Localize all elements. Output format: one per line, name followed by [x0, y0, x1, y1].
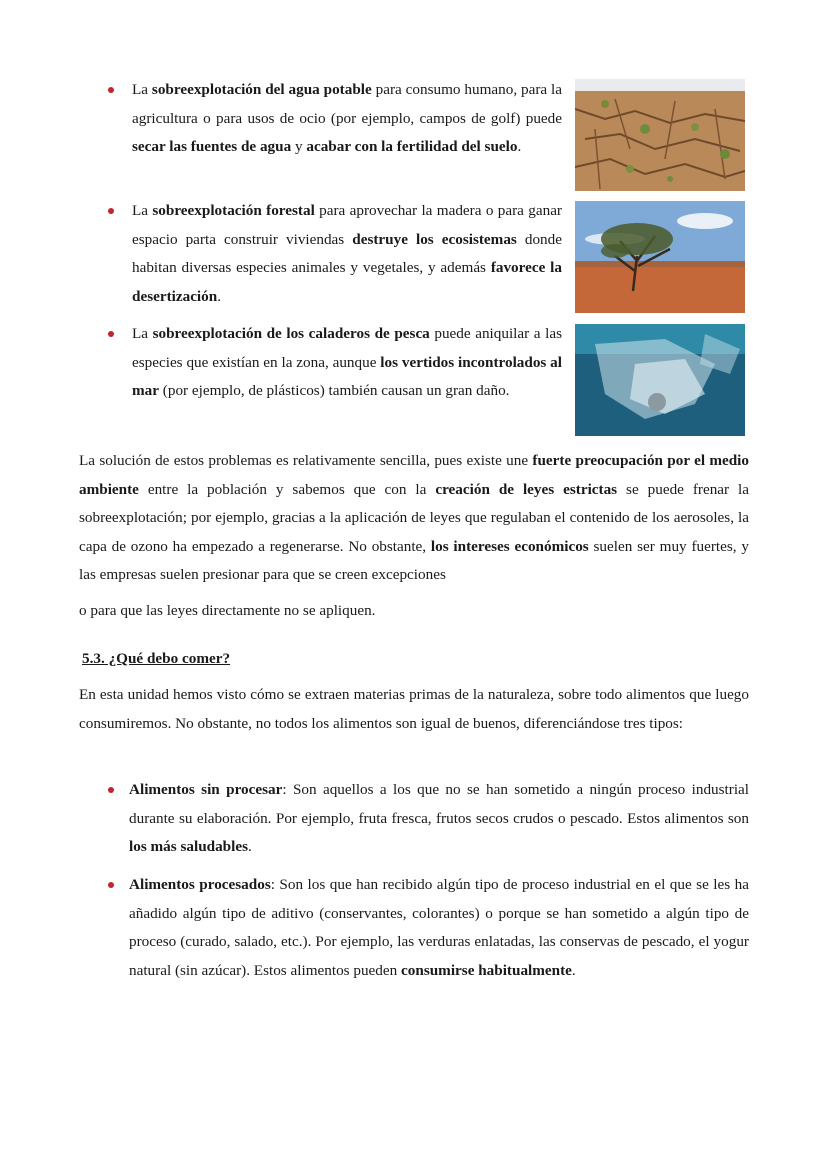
- text-run: : Son aquellos a los que no se han sometido a ningún proceso industrial durante su elaboración. Por ejemplo, fruta fresca, frutos secos crudos o pescado. Estos alimentos son: [129, 781, 749, 827]
- text-run: La: [132, 202, 153, 219]
- bold-text: favorece la desertización: [132, 259, 562, 305]
- text-run: para aprovechar la madera o para ganar espacio parta construir viviendas: [132, 202, 562, 248]
- text-run: La: [132, 325, 153, 342]
- bullet-text: [129, 776, 749, 862]
- bold-text: destruye los ecosistemas: [352, 230, 517, 248]
- bold-text: fuerte preocupación por el medio ambiente: [79, 452, 749, 498]
- bold-text: acabar con la fertilidad del suelo: [306, 138, 518, 156]
- bold-text: sobreexplotación del agua potable: [151, 81, 372, 98]
- bold-text: Alimentos sin procesar: [129, 781, 283, 798]
- bold-text: secar las fuentes de agua: [132, 138, 292, 156]
- plastic-ocean-image: [575, 324, 745, 436]
- text-run: suelen ser muy fuertes, y las empresas suelen presionar para que se creen excepciones: [79, 537, 749, 584]
- bold-text: los más saludables: [129, 838, 249, 856]
- text-run: y: [291, 138, 307, 156]
- text-run: .: [517, 138, 522, 156]
- text-run: La: [132, 81, 152, 98]
- paragraph-solution-tail: o para que las leyes directamente no se apliquen.: [79, 602, 376, 619]
- text-run: .: [248, 838, 252, 856]
- text-run: entre la población y sabemos que con la: [138, 480, 436, 498]
- text-run: se puede frenar la sobreexplotación; por ejemplo, gracias a la aplicación de leyes que regulaban el contenido de los aerosoles, la capa de ozono ha empezado a regenerarse. No obstante,: [79, 480, 749, 555]
- bullet-dot: [108, 882, 114, 888]
- paragraph-solution: [79, 447, 749, 590]
- bold-text: Alimentos procesados: [129, 876, 271, 893]
- section-heading: 5.3. ¿Qué debo comer?: [82, 650, 231, 667]
- dry-soil-image: [575, 79, 745, 191]
- bullet-dot: [108, 331, 114, 337]
- bold-text: sobreexplotación de los caladeros de pesca: [152, 325, 430, 342]
- text-run: para consumo humano, para la agricultura o para usos de ocio (por ejemplo, campos de golf) puede: [132, 81, 563, 127]
- bullet-dot: [108, 87, 114, 93]
- bullet-text: [132, 76, 562, 162]
- text-run: (por ejemplo, de plásticos) también causan un gran daño.: [159, 382, 510, 400]
- bold-text: los vertidos incontrolados al mar: [132, 353, 562, 400]
- text-run: donde habitan diversas especies animales y vegetales, y además: [132, 230, 562, 277]
- bullet-text: [132, 320, 562, 406]
- bold-text: consumirse habitualmente: [401, 961, 572, 979]
- text-run: .: [217, 287, 221, 305]
- text-run: .: [571, 961, 576, 979]
- paragraph-intro-food: En esta unidad hemos visto cómo se extraen materias primas de la naturaleza, sobre todo alimentos que luego consumiremos. No obstante, no todos los alimentos son igual de buenos, diferenciándose tres tipos:: [79, 686, 749, 732]
- bullet-text: [129, 871, 749, 985]
- text-run: puede aniquilar a las especies que existían en la zona, aunque: [132, 325, 562, 371]
- desert-tree-image: [575, 201, 745, 313]
- text-run: La solución de estos problemas es relativamente sencilla, pues existe une: [79, 452, 533, 469]
- text-run: : Son los que han recibido algún tipo de proceso industrial en el que se les ha añadido algún tipo de aditivo (conservantes, colorantes) o porque se han sometido a algún tipo de proceso (curado, salado, etc.). Por ejemplo, las verduras enlatadas, las conservas de pescado, el yogur natural (sin azúcar). Estos alimentos pueden: [129, 876, 749, 979]
- bullet-text: [132, 197, 562, 311]
- bold-text: los intereses económicos: [430, 537, 589, 555]
- bold-text: creación de leyes estrictas: [435, 480, 618, 498]
- bullet-dot: [108, 208, 114, 214]
- bold-text: sobreexplotación forestal: [152, 202, 315, 219]
- bullet-dot: [108, 787, 114, 793]
